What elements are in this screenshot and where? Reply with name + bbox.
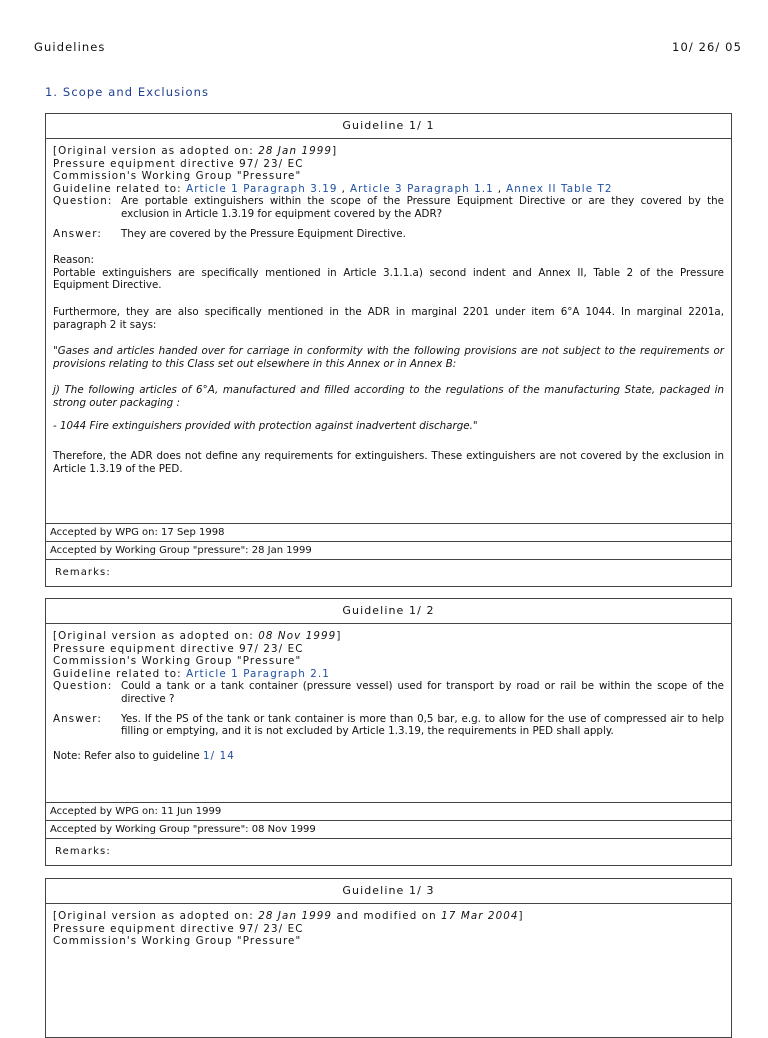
reason-label: Reason: xyxy=(53,254,94,267)
quote-text: "Gases and articles handed over for carriage in conformity with the following provisions are not subject to the requirements or provisions relating to this Class set out elsewhere in this Annex or in Annex B: xyxy=(53,345,724,370)
guideline-box-1-3 xyxy=(45,878,732,1038)
reason-text: Portable extinguishers are specifically mentioned in Article 3.1.1.a) second indent and Annex II, Table 2 of the Pressure Equipment Directive. xyxy=(53,266,724,292)
question-row xyxy=(53,195,724,220)
guideline-title: Guideline 1/ 2 xyxy=(46,599,731,624)
furthermore-text: Furthermore, they are also specifically mentioned in the ADR in marginal 2201 under item 6°A 1044. In marginal 2201a, paragraph 2 it says: xyxy=(53,305,724,331)
accepted-wpg: Accepted by WPG on: 11 Jun 1999 xyxy=(46,802,731,820)
related-links: Guideline related to: Article 1 Paragraph 3.19 , Article 3 Paragraph 1.1 , Annex II Table T2 xyxy=(53,182,613,195)
related-links: Guideline related to: Article 1 Paragraph 2.1 xyxy=(53,667,330,680)
guideline-box-1-1 xyxy=(45,113,732,587)
question-label: Question: xyxy=(53,195,113,208)
guideline-body xyxy=(46,139,731,523)
original-version: [Original version as adopted on: 28 Jan 1999 and modified on 17 Mar 2004] xyxy=(53,910,524,922)
answer-label: Answer: xyxy=(53,227,102,240)
question-text: Are portable extinguishers within the scope of the Pressure Equipment Directive or are they covered by the exclusion in Article 1.3.19 for equipment covered by the ADR? xyxy=(121,195,724,220)
guideline-body xyxy=(46,904,731,954)
therefore-text: Therefore, the ADR does not define any requirements for extinguishers. These extinguishers are not covered by the exclusion in Article 1.3.19 of the PED. xyxy=(53,450,724,475)
related-link[interactable]: Article 1 Paragraph 2.1 xyxy=(186,667,330,680)
directive-name: Pressure equipment directive 97/ 23/ EC xyxy=(53,922,304,935)
remarks: Remarks: xyxy=(46,559,731,586)
guideline-title: Guideline 1/ 1 xyxy=(46,114,731,139)
accepted-working-group: Accepted by Working Group "pressure": 28 Jan 1999 xyxy=(46,541,731,559)
working-group: Commission's Working Group "Pressure" xyxy=(53,170,302,183)
accepted-working-group: Accepted by Working Group "pressure": 08 Nov 1999 xyxy=(46,820,731,838)
directive-name: Pressure equipment directive 97/ 23/ EC xyxy=(53,157,304,170)
working-group: Commission's Working Group "Pressure" xyxy=(53,655,302,668)
remarks: Remarks: xyxy=(46,838,731,865)
answer-text: They are covered by the Pressure Equipment Directive. xyxy=(121,227,406,240)
answer-label: Answer: xyxy=(53,712,102,725)
original-version: [Original version as adopted on: 08 Nov 1999] xyxy=(53,630,342,642)
answer-text: Yes. If the PS of the tank or tank container is more than 0,5 bar, e.g. to allow for the use of compressed air to help filling or emptying, and it is not excluded by Article 1.3.19, the requirements in PED shall apply. xyxy=(121,712,724,738)
answer-row xyxy=(53,228,724,241)
page-header-title: Guidelines xyxy=(34,40,106,54)
note-text: Note: Refer also to guideline 1/ 14 xyxy=(53,749,235,762)
note-link[interactable]: 1/ 14 xyxy=(202,749,235,762)
guideline-body xyxy=(46,624,731,802)
related-link[interactable]: Article 1 Paragraph 3.19 xyxy=(186,182,338,195)
quote-item-j: j) The following articles of 6°A, manufactured and filled according to the regulations of the manufacturing State, packaged in strong outer packaging : xyxy=(53,384,724,409)
related-link[interactable]: Annex II Table T2 xyxy=(506,182,613,195)
answer-row xyxy=(53,713,724,738)
quote-item-1044: - 1044 Fire extinguishers provided with protection against inadvertent discharge." xyxy=(53,419,478,432)
directive-name: Pressure equipment directive 97/ 23/ EC xyxy=(53,642,304,655)
guideline-title: Guideline 1/ 3 xyxy=(46,879,731,904)
question-text: Could a tank or a tank container (pressure vessel) used for transport by road or rail be within the scope of the directive ? xyxy=(121,680,724,705)
original-version: [Original version as adopted on: 28 Jan 1999] xyxy=(53,145,338,157)
question-label: Question: xyxy=(53,680,113,693)
section-title: 1. Scope and Exclusions xyxy=(45,85,210,99)
guideline-box-1-2 xyxy=(45,598,732,866)
question-row xyxy=(53,680,724,705)
related-link[interactable]: Article 3 Paragraph 1.1 xyxy=(349,182,494,195)
accepted-wpg: Accepted by WPG on: 17 Sep 1998 xyxy=(46,523,731,541)
page-header-date: 10/ 26/ 05 xyxy=(672,40,742,54)
working-group: Commission's Working Group "Pressure" xyxy=(53,935,302,948)
